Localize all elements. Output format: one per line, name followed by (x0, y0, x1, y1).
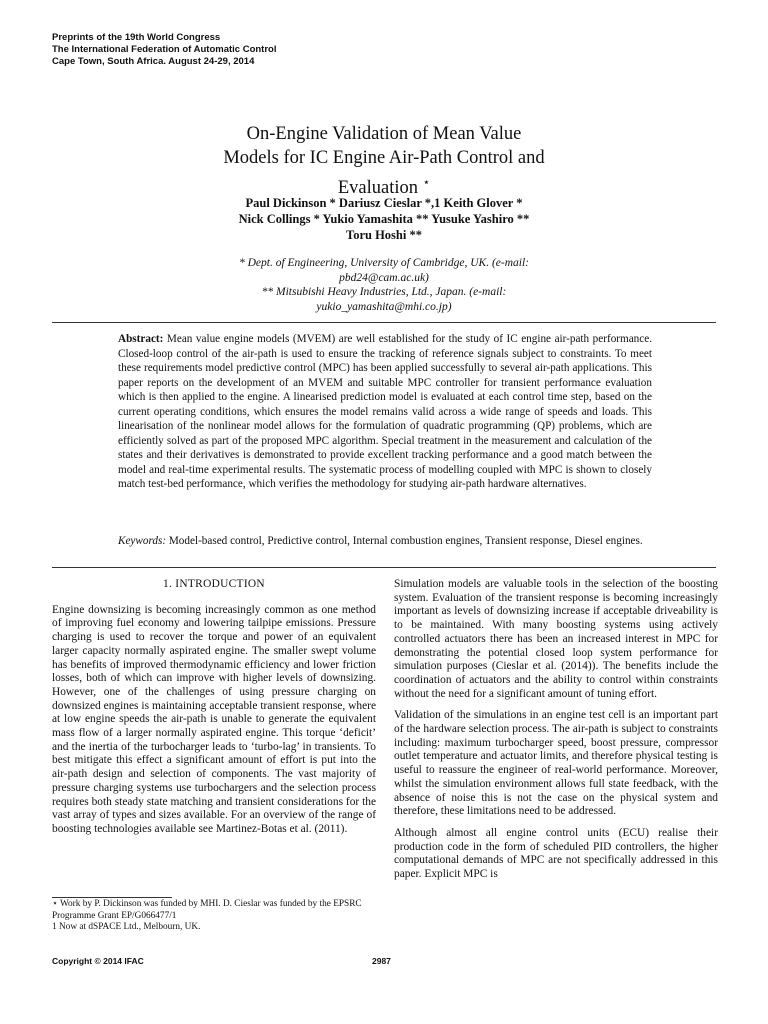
keywords (118, 534, 652, 549)
left-column (52, 578, 376, 845)
footnote-rule (52, 897, 172, 898)
intro-paragraph-3: Validation of the simulations in an engine test cell is an important part of the hardware selection process. The air-path is subject to constraints including: maximum turbocharger speed, boost pressure, compressor outlet temperature and actuator limits, and therefore physical testing is useful to reassure the engineer of real-world performance. Moreover, whilst the simulation environment allows full state feedback, with the absence of noise this is not the case on the physical system and therefore, these limitations need to be addressed. (394, 709, 718, 818)
keywords-text: Model-based control, Predictive control, Internal combustion engines, Transient response, Diesel engines. (168, 535, 643, 547)
intro-paragraph-2: Simulation models are valuable tools in the selection of the boosting system. Evaluation of the transient response is becoming increasingly important as levels of downsizing increase if acceptable driveability is to be maintained. With many boosting systems using actively controlled actuators there has been an increased interest in MPC for demonstrating the potential closed loop system performance for simulation purposes (Cieslar et al. (2014)). The benefits include the coordination of actuators and the ability to control within constraints without the need for a significant amount of tuning effort. (394, 578, 718, 700)
page-number: 2987 (372, 956, 391, 966)
title-line-3-text: Evaluation (337, 178, 418, 199)
abstract (118, 332, 652, 492)
intro-paragraph-1: Engine downsizing is becoming increasingly common as one method of improving fuel economy and lowering tailpipe emissions. Pressure charging is used to recover the torque and power of an equivalent larger capacity normally aspirated engine. The smaller swept volume has benefits of improved thermodynamic efficiency and lower friction losses, both of which can improve with higher levels of downsizing. However, one of the challenges of using pressure charging on downsized engines is maintaining acceptable transient response, where at low engine speeds the air-path is unable to generate the equivalent mass flow of a larger normally aspirated engine. This torque ‘deficit’ and the inertia of the turbocharger leads to ‘turbo-lag’ in transients. To best mitigate this effect a significant amount of effort is put into the air-path design and selection of components. The vast majority of pressure charging systems use turbochargers and the selection process requires both steady state matching and transient considerations for the vast array of types and sizes available. For an overview of the range of boosting technologies available see Martinez-Botas et al. (2011). (52, 603, 376, 835)
section-heading: 1. INTRODUCTION (163, 578, 265, 590)
intro-paragraph-4: Although almost all engine control units (ECU) realise their production code in the form of scheduled PID controllers, the higher computational demands of MPC are not specifically addressed in this paper. Explicit MPC is (394, 826, 718, 881)
affiliation-line-1: * Dept. of Engineering, University of Cambridge, UK. (e-mail: (238, 257, 529, 269)
footnote-affiliation: 1 Now at dSPACE Ltd., Melbourn, UK. (52, 922, 201, 932)
authors-line-3: Toru Hoshi ** (346, 228, 422, 242)
footnotes (52, 899, 376, 934)
affiliation-line-4: yukio_yamashita@mhi.co.jp) (316, 300, 452, 313)
conference-header (52, 32, 276, 68)
copyright-notice: Copyright © 2014 IFAC (52, 956, 144, 966)
affiliation-line-2: pbd24@cam.ac.uk) (339, 271, 429, 284)
title-line-2: Models for IC Engine Air-Path Control and (223, 148, 545, 168)
right-column (394, 578, 718, 890)
paper-title (120, 122, 648, 200)
affiliation-line-3: ** Mitsubishi Heavy Industries, Ltd., Japan. (e-mail: (261, 286, 507, 298)
affiliations (140, 256, 628, 314)
header-line-3: Cape Town, South Africa. August 24-29, 2014 (52, 56, 255, 67)
abstract-text: Mean value engine models (MVEM) are well established for the study of IC engine air-path performance. Closed-loop control of the air-path is used to ensure the tracking of reference signals subject to constraints. To meet these requirements model predictive control (MPC) has been applied successfully to several air-path applications. This paper reports on the development of an MVEM and suitable MPC controller for transient performance evaluation which is then applied to the engine. A linearised prediction model is evaluated at each control time step, based on the current operating conditions, which ensures the model remains valid across a wide range of speeds and loads. This linearisation of the nonlinear model allows for the formulation of quadratic programming (QP) problems, which are efficiently solved as part of the proposed MPC algorithm. Special treatment in the measurement and calculation of the states and their derivatives is demonstrated to provide excellent tracking performance and a good match between the model and real-time experimental results. The systematic process of modelling coupled with MPC is shown to closely match test-bed performance, which verifies the methodology for studying air-path hardware alternatives. (118, 333, 652, 490)
abstract-label: Abstract: (118, 333, 164, 345)
keywords-label: Keywords: (118, 535, 167, 547)
title-footnote-mark: ⋆ (422, 175, 431, 189)
title-line-1: On-Engine Validation of Mean Value (246, 124, 522, 144)
authors-line-2: Nick Collings * Yukio Yamashita ** Yusuke Yashiro ** (238, 212, 530, 226)
authors-line-1: Paul Dickinson * Dariusz Cieslar *,1 Keith Glover * (245, 196, 523, 210)
header-line-1: Preprints of the 19th World Congress (52, 32, 221, 43)
author-list (120, 195, 648, 243)
header-line-2: The International Federation of Automatic Control (52, 44, 277, 55)
footnote-funding: ⋆ Work by P. Dickinson was funded by MHI. D. Cieslar was funded by the EPSRC Programme Grant EP/G066477/1 (52, 899, 362, 921)
